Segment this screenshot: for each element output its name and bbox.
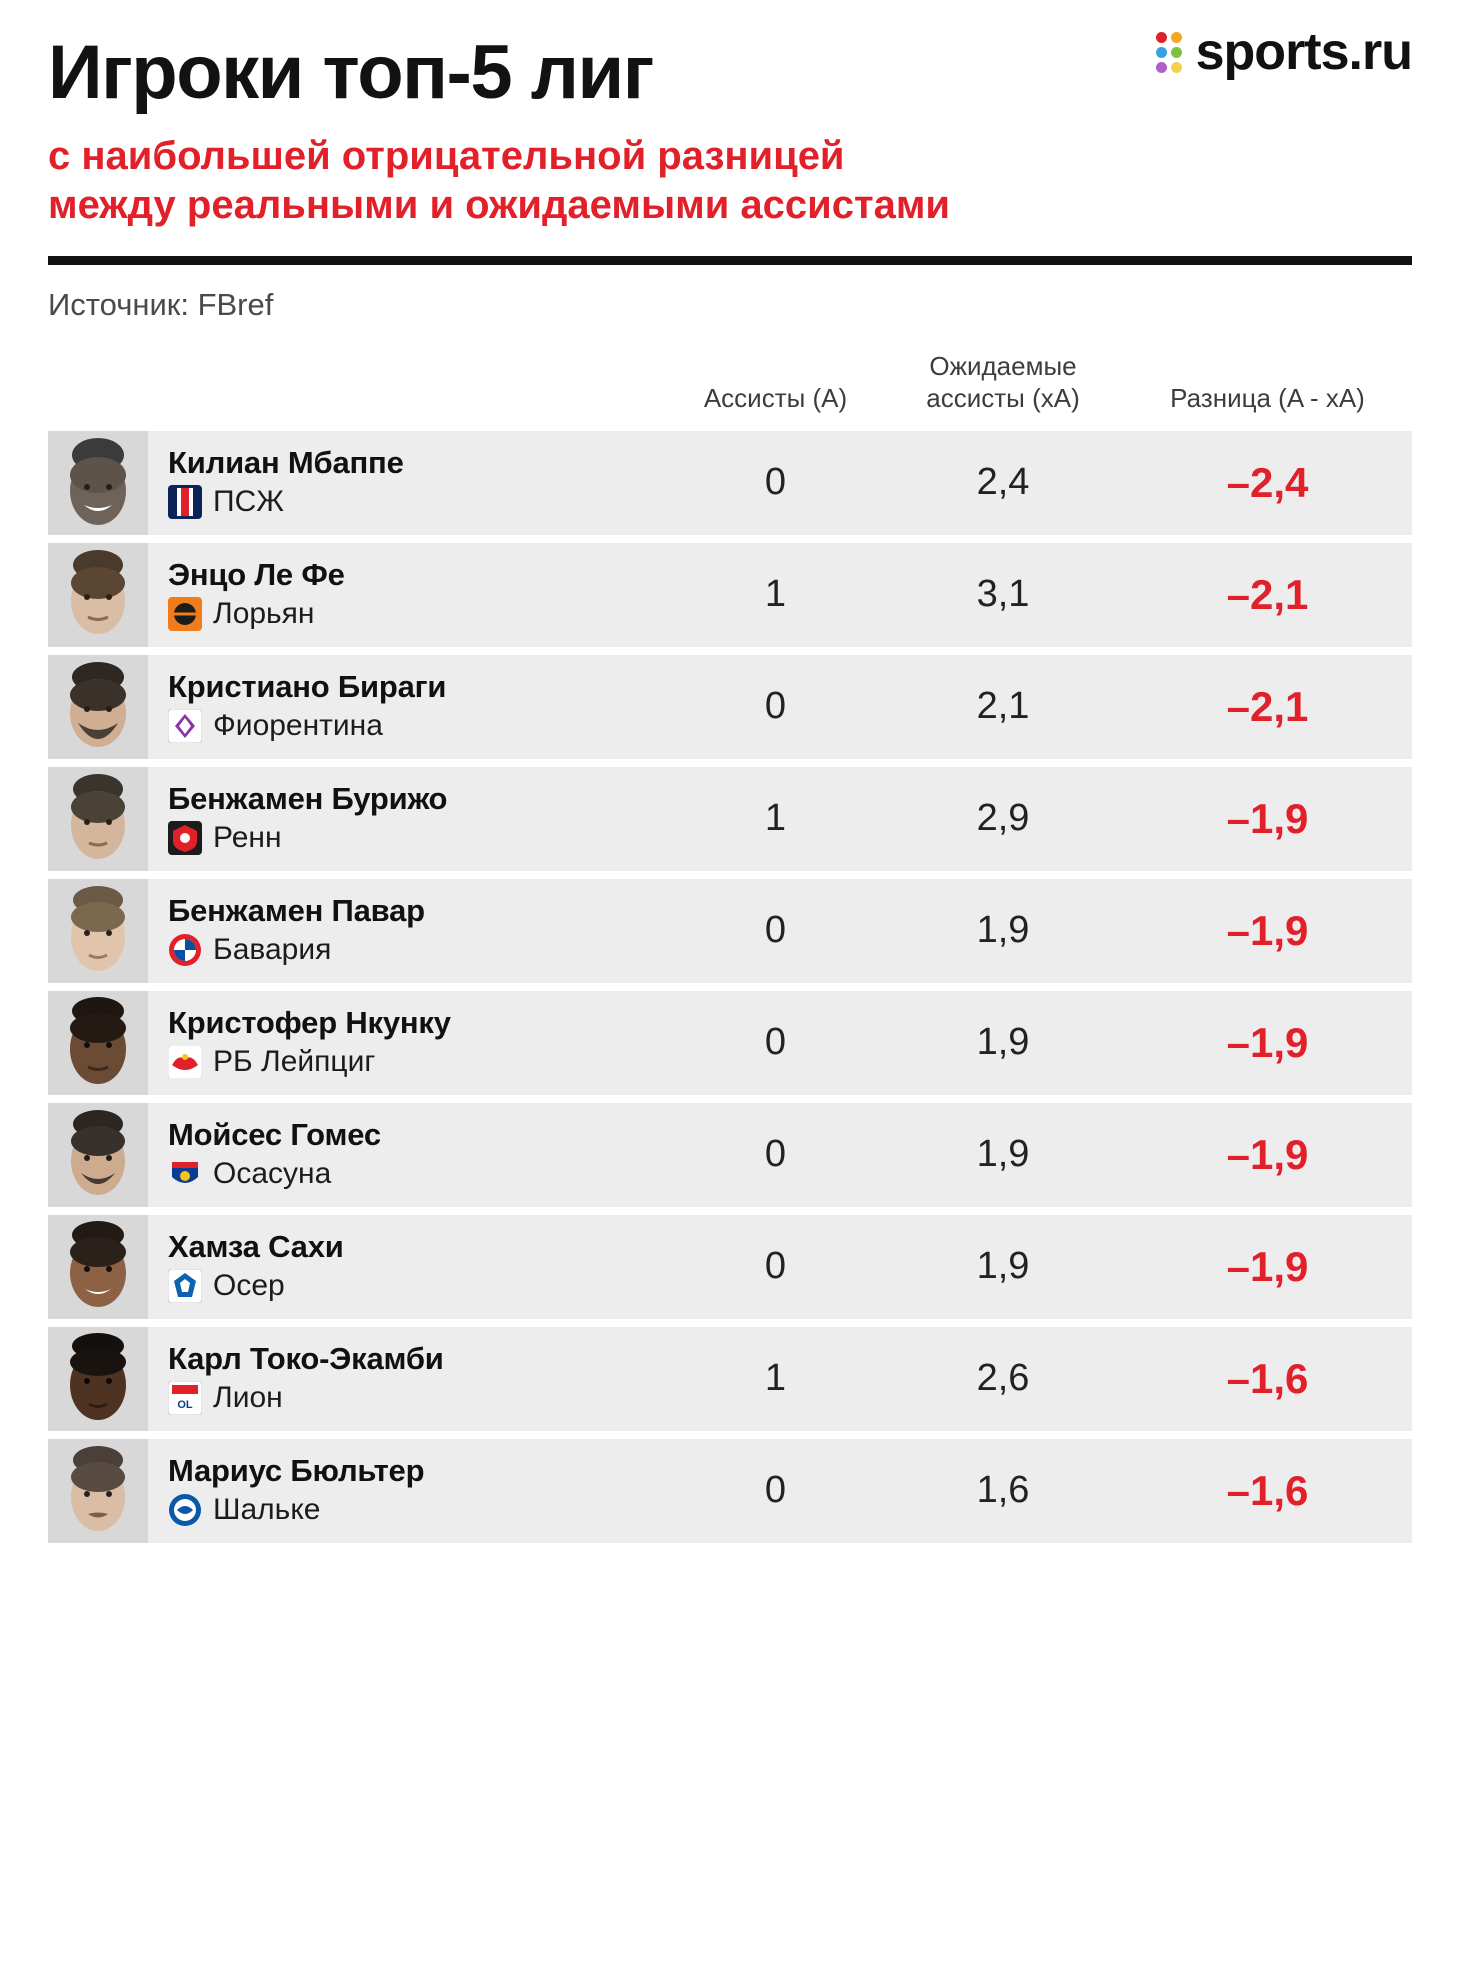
diff-value: –1,9 [1226, 1242, 1309, 1290]
assists-value: 0 [764, 1021, 787, 1063]
xa-value: 2,9 [976, 797, 1030, 839]
assists-value: 0 [764, 461, 787, 503]
table-row [48, 767, 1412, 871]
diff-value: –2,1 [1226, 682, 1309, 730]
table-row [48, 991, 1412, 1095]
diff-value: –1,6 [1226, 1466, 1309, 1514]
table-row [48, 543, 1412, 647]
table-row [48, 431, 1412, 535]
club-crest-icon [168, 597, 202, 631]
player-cell [48, 1103, 668, 1207]
club-crest-icon [168, 1157, 202, 1191]
player-name: Хамза Сахи [168, 1229, 344, 1265]
diff-value: –1,9 [1226, 906, 1309, 954]
club-name: ПСЖ [213, 485, 284, 519]
player-cell [48, 879, 668, 983]
assists-value: 0 [764, 1469, 787, 1511]
player-cell [48, 991, 668, 1095]
column-header-xa-line1: Ожидаемые [929, 351, 1077, 382]
assists-value: 0 [764, 685, 787, 727]
player-cell [48, 1215, 668, 1319]
xa-value: 2,4 [976, 461, 1030, 503]
xa-value: 1,9 [976, 1245, 1030, 1287]
avatar [48, 431, 148, 535]
player-name: Килиан Мбаппе [168, 445, 404, 481]
column-header-xa-line2: ассисты (xA) [926, 382, 1080, 413]
club-name: Фиорентина [213, 709, 383, 743]
player-cell [48, 1327, 668, 1431]
page-title: Игроки топ-5 лиг [48, 30, 653, 115]
table-row [48, 1327, 1412, 1431]
player-cell [48, 655, 668, 759]
avatar [48, 655, 148, 759]
xa-value: 2,6 [976, 1357, 1030, 1399]
header [48, 0, 1412, 323]
club-crest-icon [168, 1269, 202, 1303]
avatar [48, 1327, 148, 1431]
assists-value: 1 [764, 797, 787, 839]
xa-value: 1,6 [976, 1469, 1030, 1511]
club-crest-icon [168, 933, 202, 967]
player-name: Бенжамен Павар [168, 893, 425, 929]
column-header-xa [883, 351, 1123, 430]
row-spacer [48, 1319, 1412, 1327]
brand-dots-icon [1156, 32, 1182, 73]
subtitle-line-2: между реальными и ожидаемыми ассистами [48, 183, 950, 228]
avatar [48, 1103, 148, 1207]
club-name: Бавария [213, 933, 332, 967]
club-crest-icon [168, 1045, 202, 1079]
club-name: Лион [213, 1381, 283, 1415]
assists-value: 0 [764, 1133, 787, 1175]
club-name: Шальке [213, 1493, 321, 1527]
row-spacer [48, 871, 1412, 879]
assists-value: 0 [764, 909, 787, 951]
xa-value: 2,1 [976, 685, 1030, 727]
club-crest-icon [168, 709, 202, 743]
assists-value: 1 [764, 573, 787, 615]
row-spacer [48, 535, 1412, 543]
club-name: Осасуна [213, 1157, 332, 1191]
table-row [48, 655, 1412, 759]
player-name: Карл Токо-Экамби [168, 1341, 444, 1377]
club-name: РБ Лейпциг [213, 1045, 376, 1079]
table-row [48, 1439, 1412, 1543]
xa-value: 1,9 [976, 909, 1030, 951]
row-spacer [48, 983, 1412, 991]
avatar [48, 767, 148, 871]
club-name: Ренн [213, 821, 282, 855]
avatar [48, 991, 148, 1095]
brand-logo [1156, 22, 1412, 82]
diff-value: –2,4 [1226, 458, 1309, 506]
subtitle-line-1: с наибольшей отрицательной разницей [48, 134, 845, 179]
avatar [48, 1439, 148, 1543]
avatar [48, 1215, 148, 1319]
table-row [48, 879, 1412, 983]
row-spacer [48, 647, 1412, 655]
column-header-diff: Разница (A - xA) [1170, 382, 1365, 413]
brand-name: sports.ru [1195, 23, 1412, 81]
row-spacer [48, 1095, 1412, 1103]
player-cell [48, 543, 668, 647]
player-name: Мойсес Гомес [168, 1117, 381, 1153]
ranking-table [48, 351, 1412, 1542]
table-row [48, 1215, 1412, 1319]
player-cell [48, 431, 668, 535]
player-name: Мариус Бюльтер [168, 1453, 425, 1489]
club-crest-icon [168, 485, 202, 519]
table-header [48, 351, 1412, 430]
table-row [48, 1103, 1412, 1207]
assists-value: 0 [764, 1245, 787, 1287]
header-divider [48, 256, 1412, 265]
table-body [48, 431, 1412, 1543]
diff-value: –1,9 [1226, 794, 1309, 842]
club-crest-icon [168, 1493, 202, 1527]
diff-value: –2,1 [1226, 570, 1309, 618]
player-name: Энцо Ле Фе [168, 557, 345, 593]
row-spacer [48, 1431, 1412, 1439]
avatar [48, 543, 148, 647]
player-name: Кристиано Бираги [168, 669, 447, 705]
assists-value: 1 [764, 1357, 787, 1399]
diff-value: –1,9 [1226, 1018, 1309, 1066]
player-name: Бенжамен Бурижо [168, 781, 448, 817]
source-label: Источник: FBref [48, 287, 274, 323]
column-header-assists: Ассисты (A) [703, 382, 848, 413]
club-crest-icon [168, 1381, 202, 1415]
xa-value: 3,1 [976, 573, 1030, 615]
row-spacer [48, 1207, 1412, 1215]
club-name: Осер [213, 1269, 285, 1303]
player-cell [48, 1439, 668, 1543]
club-name: Лорьян [213, 597, 315, 631]
player-name: Кристофер Нкунку [168, 1005, 451, 1041]
column-header-player [48, 351, 668, 430]
avatar [48, 879, 148, 983]
diff-value: –1,9 [1226, 1130, 1309, 1178]
player-cell [48, 767, 668, 871]
diff-value: –1,6 [1226, 1354, 1309, 1402]
xa-value: 1,9 [976, 1021, 1030, 1063]
xa-value: 1,9 [976, 1133, 1030, 1175]
svg-text:OL: OL [177, 1398, 193, 1411]
club-crest-icon [168, 821, 202, 855]
row-spacer [48, 759, 1412, 767]
page-subtitle [48, 132, 1168, 230]
